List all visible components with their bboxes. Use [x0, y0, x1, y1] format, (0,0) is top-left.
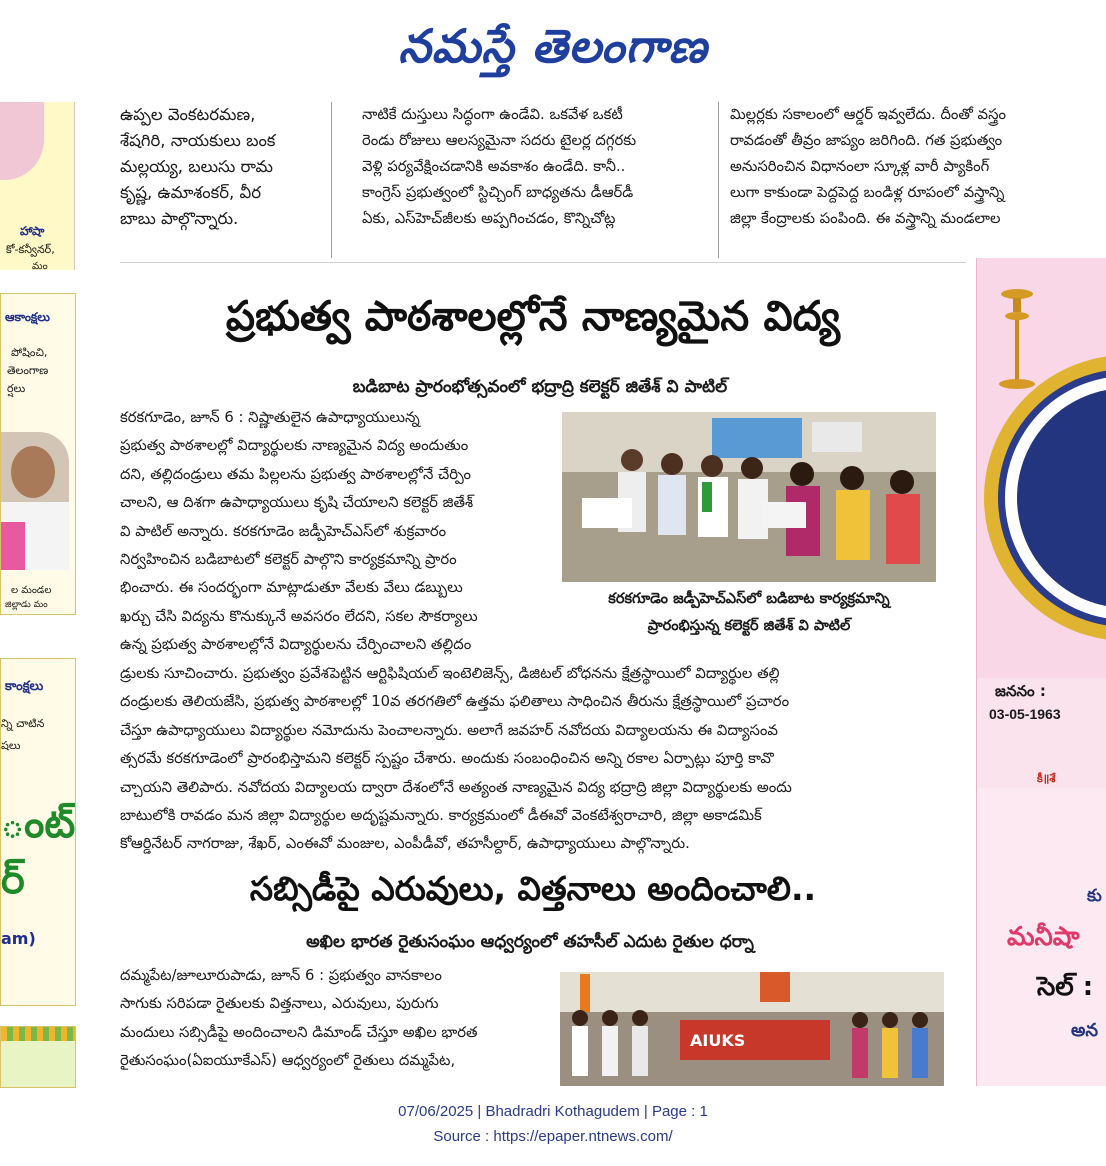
story1-body-narrow — [120, 404, 560, 662]
ad-text: am) — [1, 929, 36, 948]
text-line: జిల్లా కేంద్రాలకు పంపింది. ఈ వస్త్రాన్ని మండలాల — [730, 210, 1001, 227]
section-divider — [120, 262, 966, 263]
story1-photo-caption — [562, 586, 936, 640]
text-line: వి పాటిల్ అన్నారు. కరకగూడెం జడ్పీహెచ్‌ఎస్‌లో శుక్రవారం — [120, 522, 447, 540]
text-line: దండ్రులకు తెలియజేసి, ప్రభుత్వ పాఠశాలల్లో 10వ తరగతిలో ఉత్తమ ఫలితాలు సాధించిన తీరును క్షేత్రస్థాయిలో ప్రచారం — [120, 693, 790, 711]
ad-text: తెలంగాణ — [7, 364, 49, 377]
text-line: చాలని, ఆ దిశగా ఉపాధ్యాయులు కృషి చేయాలని కలెక్టర్ జితేశ్ — [120, 494, 474, 512]
text-line: బాటులోకి రావడం మన జిల్లా విద్యార్థుల అదృష్టమన్నారు. కార్యక్రమంలో డీఈవో వెంకటేశ్వరాచారి, జిల్లా అకాడమిక్ — [120, 807, 762, 825]
text-line: రైతుసంఘం(ఏఐయూకేఎస్) ఆధ్వర్యంలో రైతులు దమ్మపేట, — [120, 1052, 456, 1070]
ad-text: ఆకాంక్షలు — [5, 310, 50, 324]
text-line: చ్చాయని తెలిపారు. నవోదయ విద్యాలయ ద్వారా దేశంలోనే అత్యంత నాణ్యమైన విద్య భద్రాద్రి జిల్లా విద్యార్థులకు అందు — [120, 778, 792, 796]
ad-big-text: ర్ — [1, 857, 25, 903]
banner-text: AIUKS — [690, 1031, 746, 1050]
text-line: శేషగిరి, నాయకులు బంక — [120, 131, 276, 150]
event-photo-illustration — [562, 412, 936, 582]
footer-dateline: 07/06/2025 | Bhadradri Kothagudem | Page : 1 — [398, 1103, 708, 1120]
text-line: డ్రులకు సూచించారు. ప్రభుత్వం ప్రవేశపెట్టిన ఆర్టిఫిషియల్ ఇంటెలిజెన్స్, డిజిటల్ బోధనను క్షేత్రస్థాయిలో విద్యార్థుల తల్లి — [120, 665, 780, 682]
top-column-1 — [120, 102, 320, 242]
footer-source: Source : https://epaper.ntnews.com/ — [433, 1128, 673, 1145]
text-line: కరకగూడెం, జూన్ 6 : నిష్ణాతులైన ఉపాధ్యాయులున్న — [120, 409, 420, 426]
caption-line: కరకగూడెం జడ్పీహెచ్‌ఎస్‌లో బడిబాట కార్యక్రమాన్ని — [608, 591, 890, 607]
story1-subheadline: బడిబాట ప్రారంభోత్సవంలో భద్రాద్రి కలెక్టర్ జితేశ్ వి పాటిల్ — [352, 377, 728, 397]
ad-text: పోషించి, — [11, 346, 48, 359]
text-line: బాబు పాల్గొన్నారు. — [120, 209, 239, 228]
text-line: నిర్వహించిన బడిబాటలో కలెక్టర్ పాల్గొని కార్యక్రమాన్ని ప్రారం — [120, 551, 457, 569]
story2-headline: సబ్సిడీపై ఎరువులు, విత్తనాలు అందించాలి.. — [249, 869, 817, 908]
text-line: ఉన్న ప్రభుత్వ పాఠశాలల్లోనే విద్యార్థులను చేర్పించాలని తల్లిదం — [120, 636, 472, 654]
ad-text: అన — [1071, 1020, 1099, 1041]
left-ad-2 — [0, 293, 76, 615]
column-divider — [331, 102, 332, 258]
ad-text: కాంక్షలు — [5, 679, 44, 694]
ad-text: న్ని చాటిన — [1, 717, 45, 730]
text-line: అనుసరించిన విధానంలా స్కూళ్ల వారీ ప్యాకింగ్ — [730, 158, 990, 175]
left-ad-4 — [0, 1026, 76, 1088]
ad-text: ల మండల — [11, 585, 52, 596]
protest-photo-illustration — [560, 972, 944, 1086]
text-line: భించారు. ఈ సందర్భంగా మాట్లాడుతూ వేలకు వేలు డబ్బులు — [120, 579, 463, 597]
caption-line: ప్రారంభిస్తున్న కలెక్టర్ జితేశ్ వి పాటిల్ — [647, 618, 851, 634]
story2-body — [120, 962, 558, 1086]
birth-label: జననం : — [995, 682, 1046, 700]
birth-date: 03-05-1963 — [989, 706, 1061, 722]
masthead-title: నమస్తే తెలంగాణ — [398, 19, 708, 73]
column-divider — [718, 102, 719, 258]
top-column-3 — [730, 102, 1080, 242]
text-line: ఏకు, ఎస్‌హెచ్‌జీలకు అప్పగించడం, కొన్నిచోట్ల — [362, 210, 616, 227]
story2-photo — [560, 972, 944, 1086]
text-line: ప్రభుత్వ పాఠశాలల్లో విద్యార్థులకు నాణ్యమైన విద్య అందుతుం — [120, 437, 469, 455]
text-line: త్సరమే కరకగూడెంలో ప్రారంభిస్తామని కలెక్టర్ స్పష్టం చేశారు. అందుకు సంబంధించిన అన్ని రకాల ఏర్పాట్లు పూర్తి కావొ — [120, 750, 774, 768]
text-line: కాంగ్రెస్ ప్రభుత్వంలో స్టిచ్చింగ్ బాధ్యతను డీఆర్‌డీ — [362, 184, 634, 201]
text-line: మందులు సబ్సిడీపై అందించాలని డిమాండ్ చేస్తూ అఖిల భారత — [120, 1023, 478, 1041]
page-bottom-rule — [0, 1088, 1106, 1098]
top-column-2 — [362, 102, 708, 242]
ad-big-text: ంట్ — [1, 801, 76, 847]
ad-cell-label: సెల్ : — [1037, 972, 1094, 1002]
text-line: ఉప్పల వెంకటరమణ, — [120, 105, 256, 124]
text-line: నాటికే దుస్తులు సిద్ధంగా ఉండేవి. ఒకవేళ ఒకటీ — [362, 106, 623, 123]
story2-subheadline: అఖిల భారత రైతుసంఘం ఆధ్వర్యంలో తహసీల్ ఎదుట రైతుల ధర్నా — [306, 932, 754, 952]
text-line: కోఆర్డినేటర్ నాగరాజు, శేఖర్, ఎంఈవో మంజుల, ఎంపీడీవో, తహసీల్దార్, ఉపాధ్యాయులు పాల్గొన్నారు. — [120, 835, 690, 853]
text-line: దమ్మపేట/జూలూరుపాడు, జూన్ 6 : ప్రభుత్వం వానకాలం — [120, 967, 442, 984]
text-line: మల్లయ్య, బలుసు రామ — [120, 157, 273, 176]
ad-name: మనీషా — [1007, 922, 1080, 952]
ad-text: కు — [1087, 886, 1102, 906]
text-line: సాగుకు సరిపడా రైతులకు విత్తనాలు, ఎరువులు, పురుగు — [120, 995, 439, 1013]
ad-text: షలు — [1, 739, 21, 752]
text-line: చేస్తూ ఉపాధ్యాయులు విద్యార్థుల నమోదును పెంచాలన్నారు. అలాగే జవహర్ నవోదయ విద్యాలయను ఈ విద్యాసంవ — [120, 721, 778, 739]
ad-text: ర్షలు — [7, 382, 26, 395]
lamp-and-frame-illustration — [977, 258, 1106, 678]
story1-body-wide — [120, 660, 942, 860]
ad-text: కో-కన్వీనర్, — [6, 243, 55, 256]
ad-text: హాషా — [20, 224, 45, 238]
portrait-photo — [0, 102, 44, 180]
text-line: దని, తల్లిదండ్రులు తమ పిల్లలను ప్రభుత్వ పాఠశాలల్లోనే చేర్పిం — [120, 465, 471, 483]
portrait-photo — [1, 432, 69, 570]
text-line: వెళ్లి పర్యవేక్షించడానికి అవకాశం ఉండేది. కానీ.. — [362, 158, 626, 175]
left-ad-1 — [0, 102, 75, 270]
text-line: రెండు రోజులు ఆలస్యమైనా సదరు టైలర్ల దగ్గరకు — [362, 132, 637, 149]
ad-text: మం — [32, 261, 48, 270]
ad-text: జిల్లాడు మం — [5, 600, 48, 610]
story1-photo — [562, 412, 936, 582]
text-line: మిల్లర్లకు సకాలంలో ఆర్డర్ ఇవ్వలేదు. దీంతో వస్త్రం — [730, 106, 1006, 123]
right-ad — [976, 258, 1106, 1086]
ad-small-text: కీ॥శే — [1037, 772, 1056, 785]
story1-headline: ప్రభుత్వ పాఠశాలల్లోనే నాణ్యమైన విద్య — [225, 292, 841, 340]
left-ad-3 — [0, 658, 76, 1006]
text-line: రావడంతో తీవ్రం జాప్యం జరిగింది. గత ప్రభుత్వం — [730, 132, 1003, 149]
text-line: లుగా కాకుండా పెద్దపెద్ద బండిళ్ల రూపంలో వస్త్రాన్ని — [730, 184, 1005, 201]
text-line: కృష్ణ, ఉమాశంకర్, వీర — [120, 183, 262, 202]
text-line: ఖర్చు చేసి విద్యను కొనుక్కునే అవసరం లేదని, సకల సౌకర్యాలు — [120, 607, 478, 625]
